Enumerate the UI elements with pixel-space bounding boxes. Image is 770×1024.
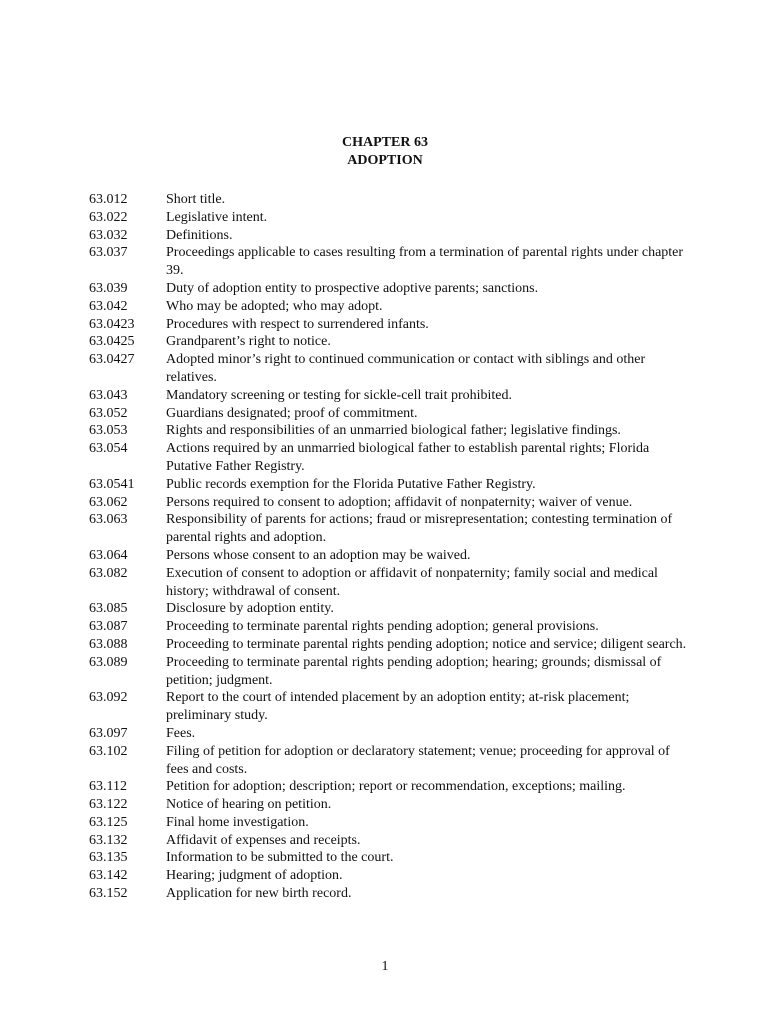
section-title: Application for new birth record. (166, 886, 352, 902)
section-title: Disclosure by adoption entity. (166, 601, 334, 617)
section-title: Hearing; judgment of adoption. (166, 868, 343, 884)
section-number: 63.097 (89, 725, 128, 741)
page-number: 1 (381, 959, 389, 974)
section-number: 63.053 (89, 423, 128, 439)
section-number: 63.135 (89, 850, 128, 866)
section-entry (89, 689, 689, 725)
section-number: 63.042 (89, 298, 128, 314)
section-number: 63.125 (89, 814, 128, 830)
section-title: Adopted minor’s right to continued communication or contact with siblings and other relatives. (166, 352, 646, 385)
section-title: Persons required to consent to adoption; affidavit of nonpaternity; waiver of venue. (166, 494, 633, 510)
section-entry (89, 244, 689, 280)
section-title: Rights and responsibilities of an unmarried biological father; legislative findings. (166, 423, 621, 439)
chapter-number: CHAPTER 63 (342, 135, 428, 150)
section-number: 63.092 (89, 690, 128, 706)
section-title: Duty of adoption entity to prospective adoptive parents; sanctions. (166, 280, 539, 296)
section-entry (89, 280, 689, 298)
section-number: 63.102 (89, 743, 128, 759)
section-number: 63.039 (89, 280, 128, 296)
section-entry (89, 333, 689, 351)
section-number: 63.063 (89, 512, 128, 528)
section-number: 63.082 (89, 565, 128, 581)
section-number: 63.112 (89, 779, 127, 795)
section-entry (89, 618, 689, 636)
section-title: Fees. (166, 725, 196, 741)
section-entry (89, 796, 689, 814)
section-number: 63.052 (89, 405, 128, 421)
section-number: 63.087 (89, 619, 128, 635)
section-title: Final home investigation. (166, 814, 309, 830)
section-number: 63.088 (89, 636, 128, 652)
section-entry (89, 511, 689, 547)
chapter-heading (0, 134, 770, 170)
section-entry (89, 600, 689, 618)
section-entry (89, 547, 689, 565)
section-title: Proceeding to terminate parental rights pending adoption; hearing; grounds; dismissal of petition; judgment. (166, 654, 662, 688)
section-title: Proceeding to terminate parental rights pending adoption; notice and service; diligent search. (166, 636, 687, 652)
section-number: 63.0425 (89, 334, 135, 350)
section-title: Grandparent’s right to notice. (166, 334, 331, 350)
section-entry (89, 405, 689, 423)
section-number: 63.012 (89, 192, 128, 207)
section-entry (89, 814, 689, 832)
section-entry (89, 849, 689, 867)
section-number: 63.0541 (89, 476, 135, 492)
section-number: 63.122 (89, 797, 128, 813)
section-title: Short title. (166, 192, 226, 207)
section-entry (89, 191, 689, 209)
section-number: 63.032 (89, 227, 128, 243)
section-title: Who may be adopted; who may adopt. (166, 298, 383, 314)
section-entry (89, 867, 689, 885)
section-entry (89, 476, 689, 494)
section-title: Guardians designated; proof of commitment. (166, 405, 418, 421)
section-title: Proceedings applicable to cases resulting from a termination of parental rights under chapter 39. (166, 245, 684, 279)
section-number: 63.089 (89, 654, 128, 670)
section-entry (89, 298, 689, 316)
section-list (89, 191, 689, 903)
section-entry (89, 227, 689, 245)
section-entry (89, 494, 689, 512)
section-title: Report to the court of intended placement by an adoption entity; at-risk placement; preliminary study. (166, 690, 630, 724)
section-title: Responsibility of parents for actions; fraud or misrepresentation; contesting termination of parental rights and adoption. (166, 512, 673, 546)
section-entry (89, 565, 689, 601)
section-entry (89, 387, 689, 405)
section-entry (89, 654, 689, 690)
section-number: 63.062 (89, 494, 128, 510)
section-number: 63.043 (89, 387, 128, 403)
section-entry (89, 743, 689, 779)
section-title: Execution of consent to adoption or affidavit of nonpaternity; family social and medical history; withdrawal of consent. (166, 565, 658, 599)
section-title: Procedures with respect to surrendered infants. (166, 316, 429, 332)
section-entry (89, 778, 689, 796)
section-title: Definitions. (166, 227, 233, 243)
section-number: 63.054 (89, 441, 128, 457)
chapter-title: ADOPTION (347, 153, 423, 168)
section-entry (89, 832, 689, 850)
section-number: 63.152 (89, 886, 128, 902)
section-number: 63.0423 (89, 316, 135, 332)
section-entry (89, 440, 689, 476)
section-entry (89, 316, 689, 334)
section-title: Public records exemption for the Florida Putative Father Registry. (166, 476, 536, 492)
section-title: Information to be submitted to the court. (166, 850, 394, 866)
section-title: Mandatory screening or testing for sickle-cell trait prohibited. (166, 387, 513, 403)
section-number: 63.085 (89, 601, 128, 617)
section-entry (89, 422, 689, 440)
section-title: Petition for adoption; description; report or recommendation, exceptions; mailing. (166, 779, 626, 795)
section-title: Legislative intent. (166, 209, 268, 225)
section-title: Persons whose consent to an adoption may be waived. (166, 547, 471, 563)
section-number: 63.022 (89, 209, 128, 225)
section-number: 63.0427 (89, 352, 135, 368)
section-entry (89, 885, 689, 903)
section-title: Proceeding to terminate parental rights pending adoption; general provisions. (166, 619, 599, 635)
section-entry (89, 351, 689, 387)
section-title: Notice of hearing on petition. (166, 797, 332, 813)
section-entry (89, 209, 689, 227)
section-number: 63.142 (89, 868, 128, 884)
section-number: 63.064 (89, 547, 128, 563)
section-title: Actions required by an unmarried biological father to establish parental rights; Florida Putative Father Registry. (166, 441, 650, 474)
section-number: 63.132 (89, 832, 128, 848)
section-title: Filing of petition for adoption or declaratory statement; venue; proceeding for approval of fees and costs. (166, 743, 670, 777)
section-title: Affidavit of expenses and receipts. (166, 832, 361, 848)
section-entry (89, 725, 689, 743)
section-number: 63.037 (89, 245, 128, 261)
section-entry (89, 636, 689, 654)
